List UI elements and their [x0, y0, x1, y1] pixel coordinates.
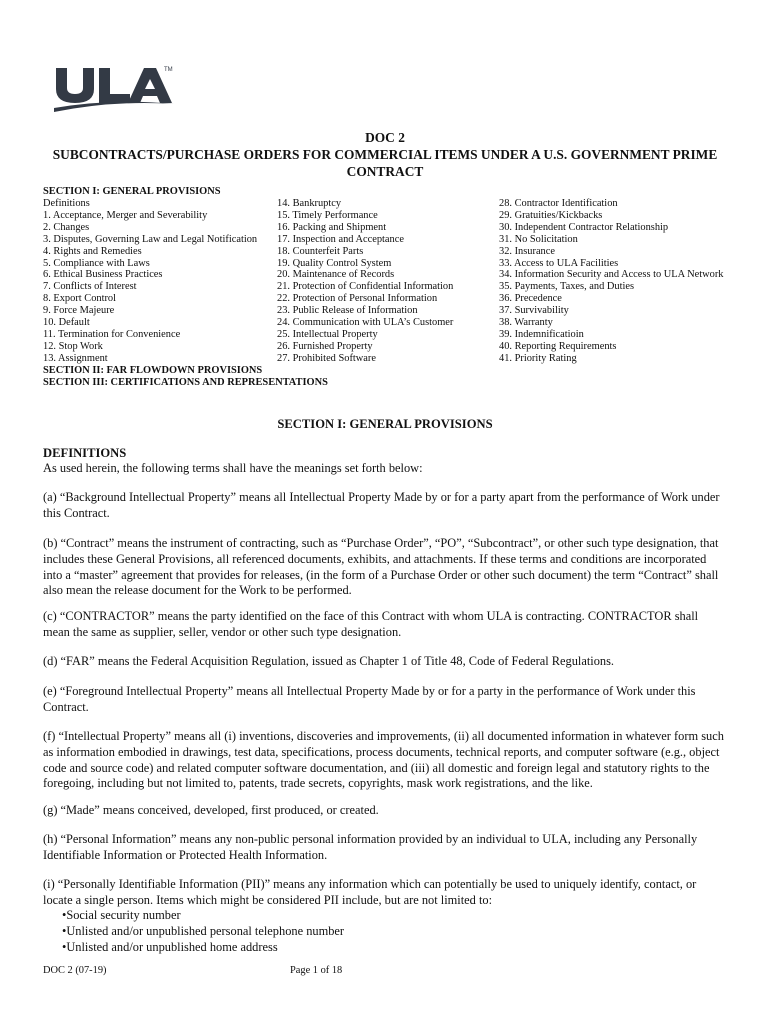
- footer-doc-id: DOC 2 (07-19): [43, 965, 107, 976]
- toc-column-3: [499, 198, 724, 365]
- definition-h: (h) “Personal Information” means any non-public personal information provided by an individual to ULA, including any Personally Identifiable Information or Protected Health Information.: [43, 832, 698, 862]
- section-heading: SECTION I: GENERAL PROVISIONS: [277, 417, 493, 431]
- toc-entry: 23. Public Release of Information: [277, 305, 418, 317]
- toc-entry: Definitions: [43, 198, 90, 209]
- toc-entry: 29. Gratuities/Kickbacks: [499, 209, 603, 221]
- toc-entry: 37. Survivability: [499, 305, 569, 317]
- toc-entry: 31. No Solicitation: [499, 233, 578, 245]
- toc-entry: 20. Maintenance of Records: [277, 269, 395, 281]
- toc-entry: 18. Counterfeit Parts: [277, 245, 364, 257]
- toc-entry: 6. Ethical Business Practices: [43, 269, 163, 281]
- toc-entry: 38. Warranty: [499, 317, 553, 329]
- toc-entry: 11. Termination for Convenience: [43, 328, 181, 340]
- definition-f: (f) “Intellectual Property” means all (i) inventions, discoveries and improvements, (ii) all documented information in whatever form such as information embodied in drawings, test data, specifications, process documents, technical reports, and computer software (e.g., object code and source code) and related computer software documentation, and (iii) all domestic and foreign legal and statutory rights to the foregoing, including but not limited to, patents, trade secrets, copyrights, mask work registrations, and the like.: [43, 729, 724, 791]
- toc-entry: 19. Quality Control System: [277, 257, 392, 269]
- toc-entry: 40. Reporting Requirements: [499, 340, 617, 352]
- toc-entry: 12. Stop Work: [43, 340, 103, 352]
- list-item: • Unlisted and/or unpublished personal telephone number: [62, 924, 344, 940]
- toc-entry: 35. Payments, Taxes, and Duties: [499, 281, 635, 293]
- toc-entry: 26. Furnished Property: [277, 340, 373, 352]
- toc-entry: 28. Contractor Identification: [499, 198, 618, 209]
- toc-section-1: SECTION I: GENERAL PROVISIONS: [43, 186, 221, 197]
- toc-entry: 22. Protection of Personal Information: [277, 293, 438, 305]
- toc-entry: 25. Intellectual Property: [277, 328, 378, 340]
- toc-entry: 33. Access to ULA Facilities: [499, 257, 619, 269]
- toc-entry: 14. Bankruptcy: [277, 198, 342, 209]
- toc-entry: 41. Priority Rating: [499, 352, 577, 364]
- toc-entry: 1. Acceptance, Merger and Severability: [43, 209, 208, 221]
- definition-a: (a) “Background Intellectual Property” means all Intellectual Property Made by or for a party apart from the performance of Work under this Contract.: [43, 490, 720, 520]
- definition-c: (c) “CONTRACTOR” means the party identified on the face of this Contract with whom ULA is contracting. CONTRACTOR shall mean the same as supplier, seller, vendor or other such type designation.: [43, 609, 699, 639]
- doc-number: DOC 2: [365, 130, 405, 145]
- toc-entry: 21. Protection of Confidential Information: [277, 281, 454, 293]
- definitions-intro: As used herein, the following terms shall have the meanings set forth below:: [43, 461, 423, 475]
- definitions-heading: DEFINITIONS: [43, 446, 127, 460]
- toc-column-1: [43, 198, 257, 365]
- toc-entry: 3. Disputes, Governing Law and Legal Notification: [43, 233, 258, 245]
- toc-entry: 9. Force Majeure: [43, 305, 115, 317]
- toc-entry: 15. Timely Performance: [277, 209, 378, 221]
- toc-entry: 34. Information Security and Access to ULA Network: [499, 269, 724, 281]
- toc-entry: 39. Indemnificatioin: [499, 328, 584, 340]
- toc-entry: 16. Packing and Shipment: [277, 221, 387, 233]
- trademark-mark: TM: [164, 67, 173, 73]
- definition-e: (e) “Foreground Intellectual Property” means all Intellectual Property Made by or for a party in the performance of Work under this Contract.: [43, 684, 696, 714]
- list-item: • Unlisted and/or unpublished home address: [62, 940, 344, 956]
- footer-page-number: Page 1 of 18: [290, 965, 343, 976]
- toc-entry: 27. Prohibited Software: [277, 352, 376, 364]
- toc-entry: 30. Independent Contractor Relationship: [499, 221, 669, 233]
- toc-entry: 13. Assignment: [43, 352, 108, 364]
- toc-entry: 32. Insurance: [499, 245, 555, 257]
- toc-column-2: [277, 198, 453, 365]
- toc-section-3: SECTION III: CERTIFICATIONS AND REPRESENTATIONS: [43, 377, 328, 388]
- list-item: • Social security number: [62, 908, 344, 924]
- ula-logo: [52, 62, 182, 112]
- definition-i: (i) “Personally Identifiable Information (PII)” means any information which can potentially be used to uniquely identify, contact, or locate a single person. Items which might be considered PII include, but are not limited to:: [43, 877, 697, 907]
- toc-section-2: SECTION II: FAR FLOWDOWN PROVISIONS: [43, 365, 263, 376]
- toc-entry: 36. Precedence: [499, 293, 562, 305]
- toc-entry: 7. Conflicts of Interest: [43, 281, 137, 293]
- toc-entry: 10. Default: [43, 317, 90, 329]
- toc-entry: 24. Communication with ULA’s Customer: [277, 317, 454, 329]
- doc-title: SUBCONTRACTS/PURCHASE ORDERS FOR COMMERCIAL ITEMS UNDER A U.S. GOVERNMENT PRIME CONTRACT: [52, 147, 718, 179]
- definition-g: (g) “Made” means conceived, developed, first produced, or created.: [43, 803, 379, 817]
- toc-entry: 4. Rights and Remedies: [43, 245, 142, 257]
- toc-entry: 5. Compliance with Laws: [43, 257, 150, 269]
- toc-entry: 8. Export Control: [43, 293, 117, 305]
- toc-entry: 2. Changes: [43, 221, 90, 233]
- definition-b: (b) “Contract” means the instrument of contracting, such as “Purchase Order”, “PO”, “Subcontract”, or other such type designation, that includes these General Provisions, all referenced documents, exhibits, and attachments. If these terms and conditions are incorporated into a “master” agreement that provides for releases, (in the form of a Purchase Order or other such document) the term “Contract” shall also mean the release document for the Work to be performed.: [43, 536, 719, 598]
- toc-entry: 17. Inspection and Acceptance: [277, 233, 404, 245]
- pii-bullet-list: [62, 908, 344, 955]
- definition-d: (d) “FAR” means the Federal Acquisition Regulation, issued as Chapter 1 of Title 48, Code of Federal Regulations.: [43, 654, 615, 668]
